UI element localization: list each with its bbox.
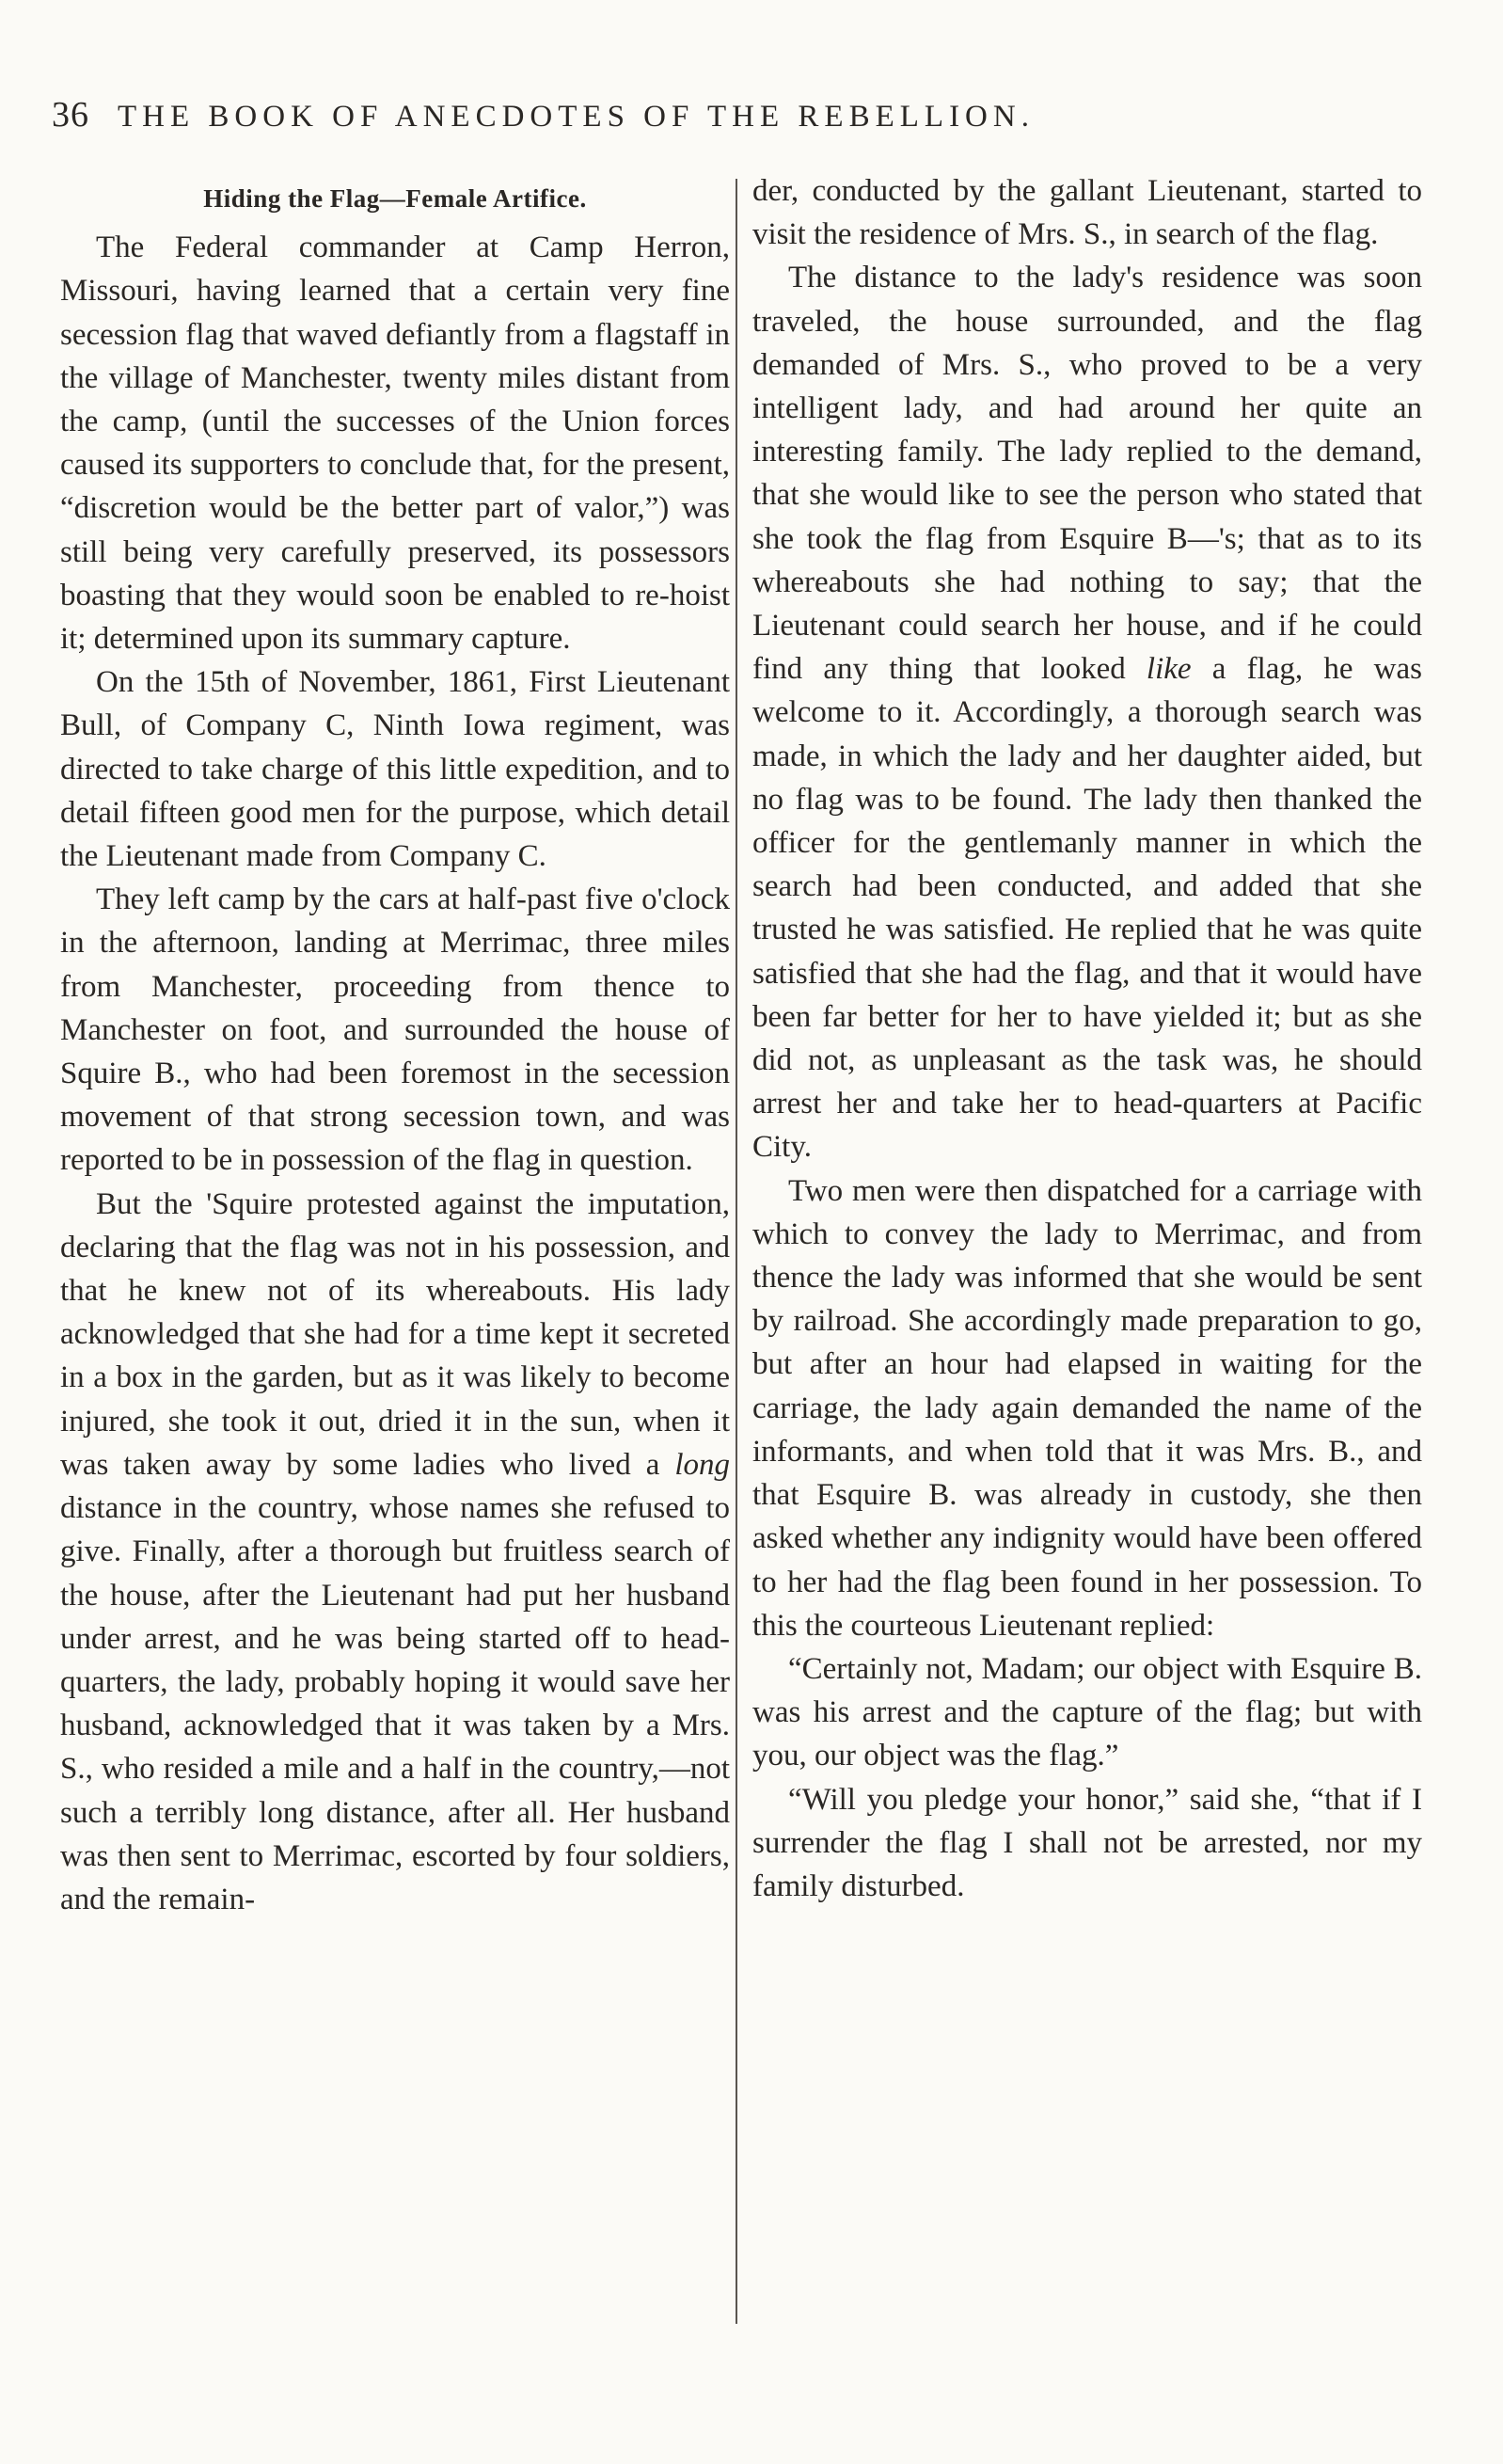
running-title: THE BOOK OF ANECDOTES OF THE REBELLION.	[118, 100, 1035, 134]
left-column	[60, 169, 730, 1921]
paragraph-continuation: der, conducted by the gallant Lieutenant, started to visit the residence of Mrs. S., in search of the flag.	[752, 174, 1422, 252]
column-divider	[736, 179, 737, 2324]
paragraph: “Certainly not, Madam; our object with Esquire B. was his arrest and the capture of the flag; but with you, our object was the flag.”	[752, 1651, 1422, 1773]
paragraph: They left camp by the cars at half-past five o'clock in the afternoon, landing at Merrimac, three miles from Manchester, proceeding from thence to Manchester on foot, and surrounded the house of Squire B., who had been foremost in the secession movement of that strong secession town, and was reported to be in possession of the flag in question.	[60, 882, 730, 1178]
italic-text: long	[674, 1447, 730, 1482]
paragraph: “Will you pledge your honor,” said she, “that if I surrender the flag I shall not be arrested, nor my family disturbed.	[752, 1782, 1422, 1903]
italic-text: like	[1146, 652, 1192, 687]
paragraph	[60, 1183, 730, 1921]
paragraph	[752, 256, 1422, 1168]
page-number: 36	[52, 95, 89, 135]
paragraph-text: a flag, he was welcome to it. Accordingly, a thorough search was made, in which the lady and her daughter aided, but no flag was to be found. The lady then thanked the officer for the gentlemanly manner in which the search had been conducted, and added that she trusted he was satisfied. He replied that he was quite satisfied that she had the flag, and that it would have been far better for her to have yielded it; but as she did not, as unpleasant as the task was, he should arrest her and take her to head-quarters at Pacific City.	[752, 652, 1422, 1165]
right-column	[752, 169, 1422, 1908]
paragraph: The Federal commander at Camp Herron, Missouri, having learned that a certain very fine secession flag that waved defiantly from a flagstaff in the village of Manchester, twenty miles distant from the camp, (until the successes of the Union forces caused its supporters to conclude that, for the present, “discretion would be the better part of valor,”) was still being very carefully preserved, its possessors boasting that they would soon be enabled to re-hoist it; determined upon its summary capture.	[60, 231, 730, 657]
article-heading: Hiding the Flag—Female Artifice.	[203, 184, 587, 213]
paragraph-text: But the 'Squire protested against the imputation, declaring that the flag was not in his possession, and that he knew not of its whereabouts. His lady acknowledged that she had for a time kept it secreted in a box in the garden, but as it was likely to become injured, she took it out, dried it in the sun, when it was taken away by some ladies who lived a	[60, 1186, 730, 1482]
paragraph: Two men were then dispatched for a carriage with which to convey the lady to Merrimac, and from thence the lady was informed that she would be sent by railroad. She accordingly made preparation to go, but after an hour had elapsed in waiting for the carriage, the lady again demanded the name of the informants, and when told that it was Mrs. B., and that Esquire B. was already in custody, she then asked whether any indignity would have been offered to her had the flag been found in her possession. To this the courteous Lieutenant replied:	[752, 1173, 1422, 1643]
paragraph-text: The distance to the lady's residence was soon traveled, the house surrounded, and the flag demanded of Mrs. S., who proved to be a very intelligent lady, and had around her quite an interesting family. The lady replied to the demand, that she would like to see the person who stated that she took the flag from Esquire B—'s; that as to its whereabouts she had nothing to say; that the Lieutenant could search her house, and if he could find any thing that looked	[752, 261, 1422, 687]
paragraph: On the 15th of November, 1861, First Lieutenant Bull, of Company C, Ninth Iowa regiment, was directed to take charge of this little expedition, and to detail fifteen good men for the purpose, which detail the Lieutenant made from Company C.	[60, 665, 730, 874]
page-header	[52, 94, 1406, 135]
paragraph-text: distance in the country, whose names she refused to give. Finally, after a thorough but fruitless search of the house, after the Lieutenant had put her husband under arrest, and he was being started off to head-quarters, the lady, probably hoping it would save her husband, acknowledged that it was taken by a Mrs. S., who resided a mile and a half in the country,—not such a terribly long distance, after all. Her husband was then sent to Merrimac, escorted by four soldiers, and the remain-	[60, 1491, 730, 1916]
